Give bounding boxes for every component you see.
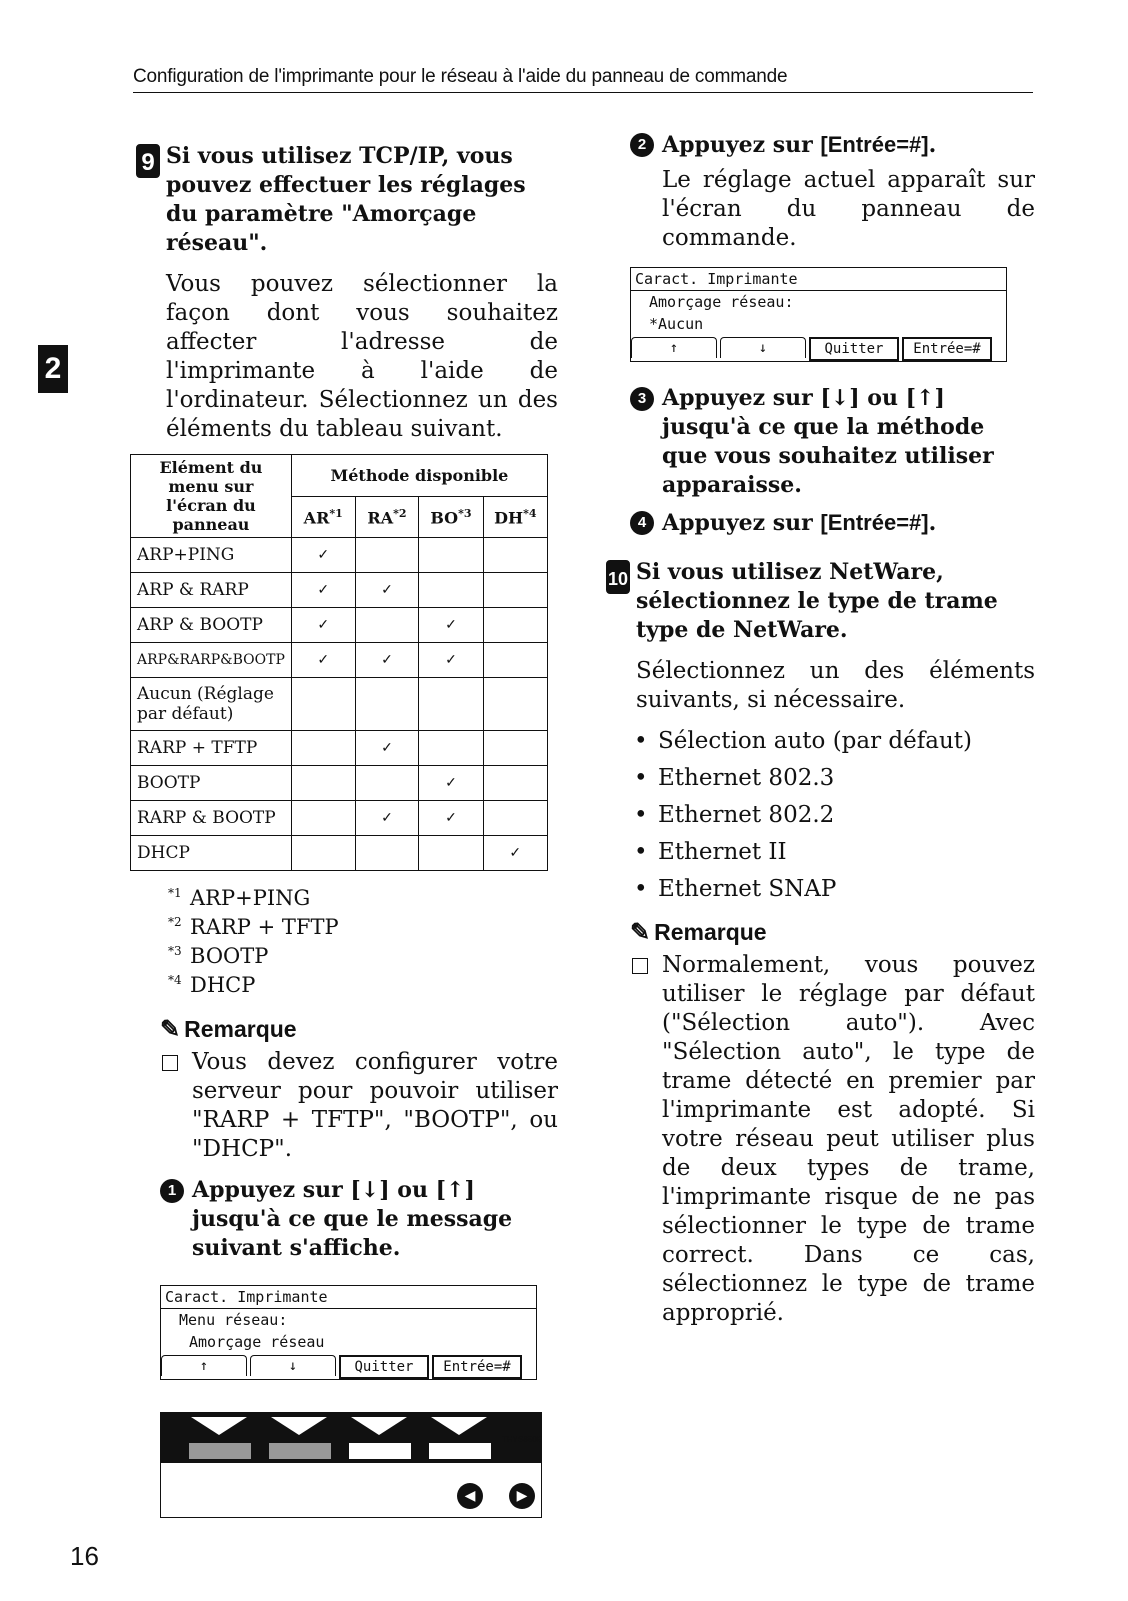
- pencil-icon: ✎: [160, 1016, 181, 1043]
- footnote: $^{*1}$ ARP+PING: [168, 886, 311, 910]
- list-item: • Ethernet SNAP: [630, 871, 1035, 908]
- left-column: [137, 142, 558, 1518]
- table-header-item: Elément du menu sur l'écran du panneau: [131, 455, 292, 538]
- step-10-number: 10: [606, 560, 630, 594]
- lcd-line: *Aucun: [649, 315, 704, 333]
- enter-key-label: [Entrée=#]: [820, 510, 929, 535]
- list-item: • Sélection auto (par défaut): [630, 723, 1035, 760]
- substep-2-number: 2: [630, 133, 654, 157]
- list-item: • Ethernet 802.3: [630, 760, 1035, 797]
- lcd-keys: [161, 1353, 536, 1379]
- soft-key[interactable]: [429, 1443, 491, 1459]
- table-cell-item: BOOTP: [131, 766, 292, 801]
- list-item: • Ethernet 802.2: [630, 797, 1035, 834]
- table-row: [131, 766, 548, 801]
- table-cell-check: [483, 801, 547, 836]
- selection-arrow-icon: [191, 1417, 247, 1435]
- table-cell-check: ✓: [355, 573, 419, 608]
- table-cell-check: ✓: [291, 643, 355, 678]
- remark-heading: ✎ Remarque: [630, 919, 767, 946]
- table-cell-item: ARP+PING: [131, 538, 292, 573]
- checkbox-icon: [632, 958, 648, 974]
- figure-code: THYS850E: [502, 1435, 543, 1444]
- table-cell-check: [291, 801, 355, 836]
- substep-3-text: Appuyez sur [↓] ou [↑] jusqu'à ce que la méthode que vous souhaitez utiliser apparaisse.: [662, 385, 994, 498]
- remark-note: [630, 951, 1035, 1328]
- table-cell-item: ARP&RARP&BOOTP: [131, 643, 292, 678]
- checkbox-icon: [162, 1055, 178, 1071]
- selection-arrow-icon: [431, 1417, 487, 1435]
- chapter-tab: 2: [38, 345, 68, 393]
- step-10-title: Si vous utilisez NetWare, sélectionnez le type de trame type de NetWare.: [636, 559, 998, 643]
- soft-key[interactable]: [349, 1443, 411, 1459]
- selection-arrow-icon: [271, 1417, 327, 1435]
- table-method-col: RA$^{*2}$: [355, 496, 419, 538]
- table-row: [131, 678, 548, 731]
- table-method-col: BO$^{*3}$: [419, 496, 483, 538]
- table-cell-check: [483, 766, 547, 801]
- enter-key[interactable]: Entrée=#: [902, 337, 992, 361]
- enter-key[interactable]: Entrée=#: [432, 1355, 522, 1379]
- method-table: [130, 454, 548, 871]
- soft-key[interactable]: [189, 1443, 251, 1459]
- step-9-title: Si vous utilisez TCP/IP, vous pouvez effectuer les réglages du paramètre "Amorçage réseau".: [166, 143, 526, 256]
- remark-heading: ✎ Remarque: [160, 1016, 297, 1043]
- up-arrow-key[interactable]: ↑: [161, 1355, 247, 1376]
- table-cell-check: [483, 731, 547, 766]
- table-cell-check: [419, 731, 483, 766]
- lcd-display-1: [160, 1285, 537, 1380]
- footnote: $^{*3}$ BOOTP: [168, 944, 269, 968]
- table-cell-check: [291, 731, 355, 766]
- left-nav-icon[interactable]: ◀: [457, 1483, 483, 1509]
- lcd-line: Amorçage réseau: [189, 1333, 325, 1351]
- table-cell-item: ARP & RARP: [131, 573, 292, 608]
- table-cell-item: Aucun (Réglage par défaut): [131, 678, 292, 731]
- table-cell-check: ✓: [419, 643, 483, 678]
- table-row: [131, 731, 548, 766]
- substep-4-number: 4: [630, 511, 654, 535]
- table-cell-check: ✓: [291, 608, 355, 643]
- remark-note: [160, 1048, 558, 1164]
- table-cell-check: [355, 678, 419, 731]
- table-cell-item: ARP & BOOTP: [131, 608, 292, 643]
- list-item: • Ethernet II: [630, 834, 1035, 871]
- remark-text: Vous devez configurer votre serveur pour pouvoir utiliser "RARP + TFTP", "BOOTP", ou "DHCP".: [192, 1049, 558, 1162]
- substep-1-number: 1: [160, 1179, 184, 1203]
- footnote: $^{*4}$ DHCP: [168, 973, 256, 997]
- step-9-number: 9: [136, 144, 160, 178]
- table-cell-item: RARP & BOOTP: [131, 801, 292, 836]
- footnote: $^{*2}$ RARP + TFTP: [168, 915, 339, 939]
- table-cell-check: [483, 643, 547, 678]
- substep-2-body: Le réglage actuel apparaît sur l'écran du panneau de commande.: [662, 167, 1035, 251]
- step-10: [608, 558, 1035, 645]
- page-number: 16: [70, 1541, 99, 1571]
- lcd-line: Menu réseau:: [179, 1311, 288, 1329]
- control-panel-illustration: [160, 1412, 542, 1518]
- table-cell-check: [291, 678, 355, 731]
- table-cell-check: [291, 836, 355, 871]
- step-10-body: Sélectionnez un des éléments suivants, si nécessaire.: [636, 658, 1035, 713]
- down-arrow-key[interactable]: ↓: [720, 337, 806, 358]
- table-cell-check: [419, 573, 483, 608]
- right-column: [608, 130, 1035, 1328]
- table-method-col: DH$^{*4}$: [483, 496, 547, 538]
- table-cell-check: [355, 836, 419, 871]
- table-cell-check: ✓: [355, 801, 419, 836]
- right-nav-icon[interactable]: ▶: [509, 1483, 535, 1509]
- table-method-col: AR$^{*1}$: [291, 496, 355, 538]
- pencil-icon: ✎: [630, 919, 651, 946]
- frame-type-list: [630, 723, 1035, 908]
- table-row: [131, 836, 548, 871]
- lcd-keys: [631, 335, 1006, 361]
- soft-key[interactable]: [269, 1443, 331, 1459]
- table-cell-check: ✓: [419, 608, 483, 643]
- table-cell-check: [483, 608, 547, 643]
- substep-3-number: 3: [630, 387, 654, 411]
- table-cell-check: [419, 836, 483, 871]
- lcd-display-2: [630, 267, 1007, 362]
- table-cell-check: ✓: [355, 643, 419, 678]
- substep-2: 2 Appuyez sur [Entrée=#].: [630, 130, 1035, 160]
- selection-arrow-icon: [351, 1417, 407, 1435]
- footnotes: [168, 881, 558, 997]
- table-header-methods: Méthode disponible: [291, 455, 547, 497]
- down-arrow-key[interactable]: ↓: [250, 1355, 336, 1376]
- table-row: [131, 538, 548, 573]
- table-row: [131, 643, 548, 678]
- step-9-body: Vous pouvez sélectionner la façon dont vous souhaitez affecter l'adresse de l'imprimante à l'aide de l'ordinateur. Sélectionnez un des éléments du tableau suivant.: [166, 271, 558, 442]
- table-cell-check: [483, 678, 547, 731]
- table-cell-check: ✓: [483, 836, 547, 871]
- table-cell-check: [291, 766, 355, 801]
- lcd-title: Caract. Imprimante: [631, 268, 1006, 291]
- quit-key[interactable]: Quitter: [339, 1355, 429, 1379]
- table-cell-check: [483, 573, 547, 608]
- up-arrow-key[interactable]: ↑: [631, 337, 717, 358]
- table-cell-check: ✓: [419, 801, 483, 836]
- table-cell-check: ✓: [419, 766, 483, 801]
- table-cell-check: [419, 538, 483, 573]
- table-cell-item: DHCP: [131, 836, 292, 871]
- step-9: [141, 142, 558, 258]
- quit-key[interactable]: Quitter: [809, 337, 899, 361]
- substep-4: 4 Appuyez sur [Entrée=#].: [630, 508, 1035, 538]
- table-cell-check: ✓: [291, 573, 355, 608]
- table-cell-check: [355, 766, 419, 801]
- substep-1: [160, 1176, 558, 1263]
- table-cell-item: RARP + TFTP: [131, 731, 292, 766]
- substep-3: [630, 384, 1035, 500]
- table-cell-check: ✓: [355, 731, 419, 766]
- remark-text: Normalement, vous pouvez utiliser le réglage par défaut ("Sélection auto"). Avec "Sélection auto", le type de trame détecté en premier par l'imprimante est adopté. Si votre réseau peut utiliser plus de deux types de trame, l'imprimante risque de ne pas sélectionner le type de trame correct. Dans ce cas, sélectionnez le type de trame approprié.: [662, 952, 1035, 1326]
- enter-key-label: [Entrée=#]: [820, 132, 929, 157]
- table-cell-check: ✓: [291, 538, 355, 573]
- table-cell-check: [483, 538, 547, 573]
- table-cell-check: [419, 678, 483, 731]
- substep-1-text: Appuyez sur [↓] ou [↑] jusqu'à ce que le message suivant s'affiche.: [192, 1177, 513, 1261]
- page-header: Configuration de l'imprimante pour le réseau à l'aide du panneau de commande: [133, 66, 1033, 93]
- lcd-title: Caract. Imprimante: [161, 1286, 536, 1309]
- table-cell-check: [355, 538, 419, 573]
- lcd-line: Amorçage réseau:: [649, 293, 794, 311]
- table-row: [131, 573, 548, 608]
- table-cell-check: [355, 608, 419, 643]
- table-row: [131, 801, 548, 836]
- table-row: [131, 608, 548, 643]
